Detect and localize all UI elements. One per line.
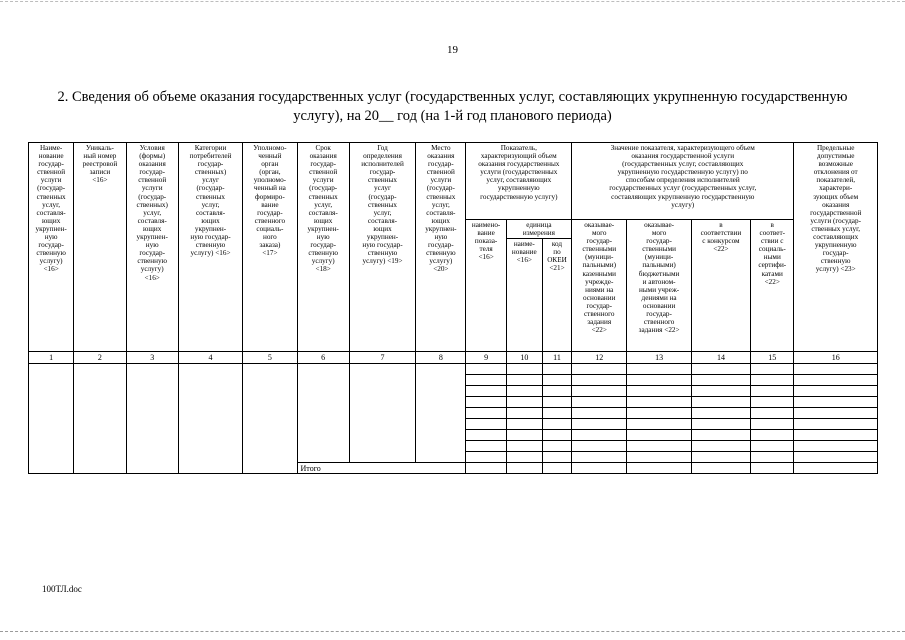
column-number: 15 (751, 352, 794, 364)
table-cell (691, 441, 750, 452)
table-cell (572, 441, 627, 452)
header-service-conditions: Условия (формы) оказания государ- ственной услуги (государ- ственных) услуг, составля- ющих укрупнен- ную государ- ственную услугу) <16> (126, 143, 178, 352)
table-cell (349, 364, 415, 463)
table-cell (691, 463, 750, 474)
header-service-name: Наиме- нование государ- ственной услуги (государ- ственных услуг, составля- ющих укрупнен- ную государ- ственную услугу) <16> (29, 143, 74, 352)
table-cell (691, 364, 750, 375)
column-number: 4 (178, 352, 242, 364)
table-cell (178, 364, 242, 474)
table-cell (751, 463, 794, 474)
column-number: 8 (416, 352, 466, 364)
page-number: 19 (447, 44, 458, 56)
table-cell (794, 441, 878, 452)
table-cell (506, 364, 542, 375)
table-cell (751, 386, 794, 397)
table-cell (506, 408, 542, 419)
table-cell (627, 397, 691, 408)
table-cell (627, 430, 691, 441)
table-cell (29, 364, 74, 474)
column-number: 12 (572, 352, 627, 364)
table-cell (243, 364, 297, 474)
table-cell (572, 397, 627, 408)
table-cell (466, 386, 506, 397)
column-number: 13 (627, 352, 691, 364)
header-indicator-group: Показатель, характеризующий объем оказания государственных услуги (государственных услуг, составляющих укрупненную государственную услугу) (466, 143, 572, 220)
table-cell (506, 430, 542, 441)
table-cell (506, 452, 542, 463)
table-cell (572, 419, 627, 430)
header-registry-number: Уникаль- ный номер реестровой записи <16> (74, 143, 126, 352)
table-cell (627, 452, 691, 463)
table-cell (751, 397, 794, 408)
table-cell (506, 419, 542, 430)
column-number: 16 (794, 352, 878, 364)
header-unit-name: наиме- нование <16> (506, 239, 542, 352)
table-cell (691, 397, 750, 408)
table-cell (297, 364, 349, 463)
table-cell (572, 430, 627, 441)
header-service-term: Срок оказания государ- ственной услуги (государ- ственных услуг, составля- ющих укрупнен- ную государ- ственную услугу) <18> (297, 143, 349, 352)
table-cell (751, 419, 794, 430)
table-cell (691, 430, 750, 441)
table-cell (794, 397, 878, 408)
table-cell (627, 441, 691, 452)
header-value-budget-autonomous: оказывае- мого государ- ственными (муници- пальными) бюджетными и автоном- ными учреж- дениями на основании государ- ственного задания <22> (627, 220, 691, 352)
table-cell (794, 430, 878, 441)
column-number: 11 (542, 352, 571, 364)
table-cell (794, 386, 878, 397)
header-value-group: Значение показателя, характеризующего объем оказания государственной услуги (государственных услуг, составляющих укрупненную государственную услугу) по способам определения исполнителей государственных услуг (государственных услуг, составляющих укрупненную государственную услугу) (572, 143, 794, 220)
column-number: 14 (691, 352, 750, 364)
table-cell (572, 408, 627, 419)
header-value-social-certificates: в соответ- ствии с социаль- ными сертифи- катами <22> (751, 220, 794, 352)
table-cell (506, 375, 542, 386)
column-number: 5 (243, 352, 297, 364)
table-cell (466, 375, 506, 386)
scan-edge-bottom (0, 631, 905, 633)
table-cell (542, 375, 571, 386)
table-cell (542, 463, 571, 474)
table-cell (794, 364, 878, 375)
table-cell (542, 408, 571, 419)
table-cell (572, 452, 627, 463)
table-cell (542, 430, 571, 441)
table-cell (542, 364, 571, 375)
section-title: 2. Сведения об объеме оказания государственных услуг (государственных услуг, составляющих укрупненную государственную услугу), на 20__ год (на 1-й год планового периода) (57, 89, 848, 124)
table-cell (506, 397, 542, 408)
table-cell (751, 430, 794, 441)
table-cell (751, 408, 794, 419)
column-number: 3 (126, 352, 178, 364)
table-cell (466, 441, 506, 452)
table-cell (506, 441, 542, 452)
table-cell (74, 364, 126, 474)
table-cell (627, 375, 691, 386)
table-cell (466, 430, 506, 441)
table-cell (506, 386, 542, 397)
table-cell (542, 386, 571, 397)
table-cell (691, 375, 750, 386)
volume-table (28, 142, 878, 474)
table-cell (466, 397, 506, 408)
header-allowed-deviations: Предельные допустимые возможные отклонения от показателей, характери- зующих объем оказания государственной услуги (государ- ственных услуг, составляющих укрупненную государ- ственную услугу) <23> (794, 143, 878, 352)
table-cell (542, 441, 571, 452)
table-cell (751, 441, 794, 452)
table-cell (627, 386, 691, 397)
column-number: 7 (349, 352, 415, 364)
table-cell (627, 408, 691, 419)
table-cell (126, 364, 178, 474)
header-unit-okei: код по ОКЕИ <21> (542, 239, 571, 352)
header-service-place: Место оказания государ- ственной услуги (государ- ственных услуг, составля- ющих укрупнен- ную государ- ственную услугу) <20> (416, 143, 466, 352)
header-executor-year: Год определения исполнителей государ- ственных услуг (государ- ственных услуг, составля- ющих укрупнен- ную государ- ственную услугу) <19> (349, 143, 415, 352)
table-cell (506, 463, 542, 474)
table-cell (466, 364, 506, 375)
table-cell (751, 364, 794, 375)
table-cell (466, 408, 506, 419)
header-unit-group: единица измерения (506, 220, 571, 239)
table-cell (572, 375, 627, 386)
header-value-competition: в соответствии с конкурсом <22> (691, 220, 750, 352)
table-cell (794, 419, 878, 430)
table-cell (627, 463, 691, 474)
table-cell (466, 452, 506, 463)
total-label: Итого (297, 463, 466, 474)
column-number: 1 (29, 352, 74, 364)
table-cell (691, 386, 750, 397)
table-cell (691, 452, 750, 463)
table-cell (572, 364, 627, 375)
column-number-row (29, 352, 878, 364)
table-cell (416, 364, 466, 463)
header-row-1 (29, 143, 878, 220)
table-cell (572, 463, 627, 474)
header-value-state-treasury: оказывае- мого государ- ственными (муници- пальными) казенными учрежде- ниями на основании государ- ственного задания <22> (572, 220, 627, 352)
column-number: 10 (506, 352, 542, 364)
table-cell (542, 452, 571, 463)
table-cell (572, 386, 627, 397)
table-cell (627, 419, 691, 430)
table-cell (466, 463, 506, 474)
header-consumer-categories: Категории потребителей государ- ственных) услуг (государ- ственных услуг, составля- ющих укрупнен- ную государ- ственную услугу) <16> (178, 143, 242, 352)
table-cell (691, 408, 750, 419)
table-cell (542, 419, 571, 430)
table-cell (627, 364, 691, 375)
table-cell (691, 419, 750, 430)
table-cell (466, 419, 506, 430)
column-number: 2 (74, 352, 126, 364)
column-number: 6 (297, 352, 349, 364)
table-cell (794, 375, 878, 386)
header-indicator-name: наимено- вание показа- теля <16> (466, 220, 506, 352)
table-cell (794, 408, 878, 419)
table-cell (542, 397, 571, 408)
table-cell (794, 463, 878, 474)
footer-filename: 100ТЛ.doc (42, 584, 82, 594)
table-cell (751, 452, 794, 463)
table-row (29, 364, 878, 375)
table-cell (794, 452, 878, 463)
header-authorized-body: Уполномо- ченный орган (орган, уполномо- ченный на формиро- вание государ- ственного социаль- ного заказа) <17> (243, 143, 297, 352)
scan-edge-top (0, 1, 905, 3)
table-cell (751, 375, 794, 386)
column-number: 9 (466, 352, 506, 364)
